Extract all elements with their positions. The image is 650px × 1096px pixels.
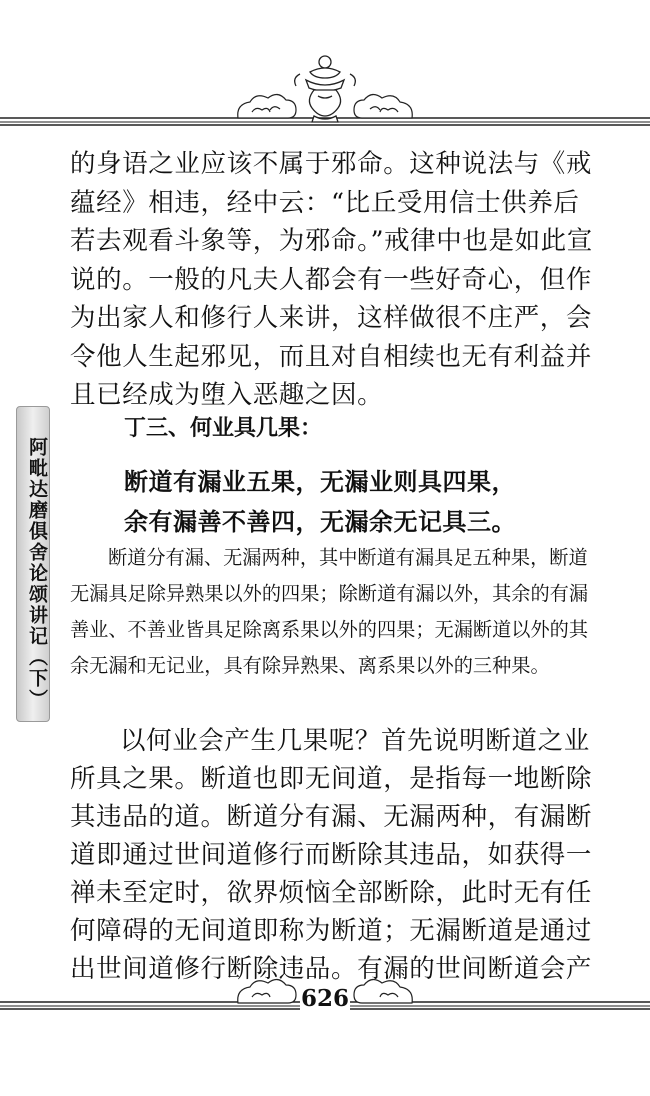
cloud-scroll-icon	[238, 979, 296, 1003]
ornate-vase-emblem-icon	[295, 56, 356, 122]
side-tab-title: 阿毗达磨俱舍论颂讲记（下）	[26, 437, 48, 710]
page-number: 626	[300, 985, 349, 1012]
verse-line-2: 余有漏善不善四，无漏余无记具三。	[124, 508, 516, 536]
paragraph-1: 的身语之业应该不属于邪命。这种说法与《戒蕴经》相违，经中云：“比丘受用信士供养后若去观看斗象等，为邪命。”戒律中也是如此宣说的。一般的凡夫人都会有一些好奇心，但作为出家人和修行人来讲，这样做很不庄严，会令他人生起邪见，而且对自相续也无有利益并且已经成为堕入恶趣之因。	[70, 149, 593, 410]
header-ornament	[0, 50, 650, 140]
cloud-scroll-icon	[238, 94, 296, 118]
side-tab	[16, 406, 50, 722]
commentary-paragraph	[70, 540, 595, 684]
verse-line-1: 断道有漏业五果，无漏业则具四果，	[124, 468, 516, 496]
commentary-text: 断道分有漏、无漏两种，其中断道有漏具足五种果，断道无漏具足除异熟果以外的四果；除断道有漏以外，其余的有漏善业、不善业皆具足除离系果以外的四果；无漏断道以外的其余无漏和无记业，具有除异熟果、离系果以外的三种果。	[70, 546, 589, 677]
cloud-scroll-icon	[354, 979, 412, 1003]
section-heading: 丁三、何业具几果：	[124, 416, 323, 441]
paragraph-2	[70, 722, 595, 988]
paragraph-2-text: 以何业会产生几果呢？首先说明断道之业所具之果。断道也即无间道，是指每一地断除其违品的道。断道分有漏、无漏两种，有漏断道即通过世间道修行而断除其违品，如获得一禅未至定时，欲界烦恼全部断除，此时无有任何障碍的无间道即称为断道；无漏断道是通过出世间道修行断除违品。有漏的世间断道会产	[70, 726, 593, 984]
cloud-scroll-icon	[354, 94, 412, 118]
